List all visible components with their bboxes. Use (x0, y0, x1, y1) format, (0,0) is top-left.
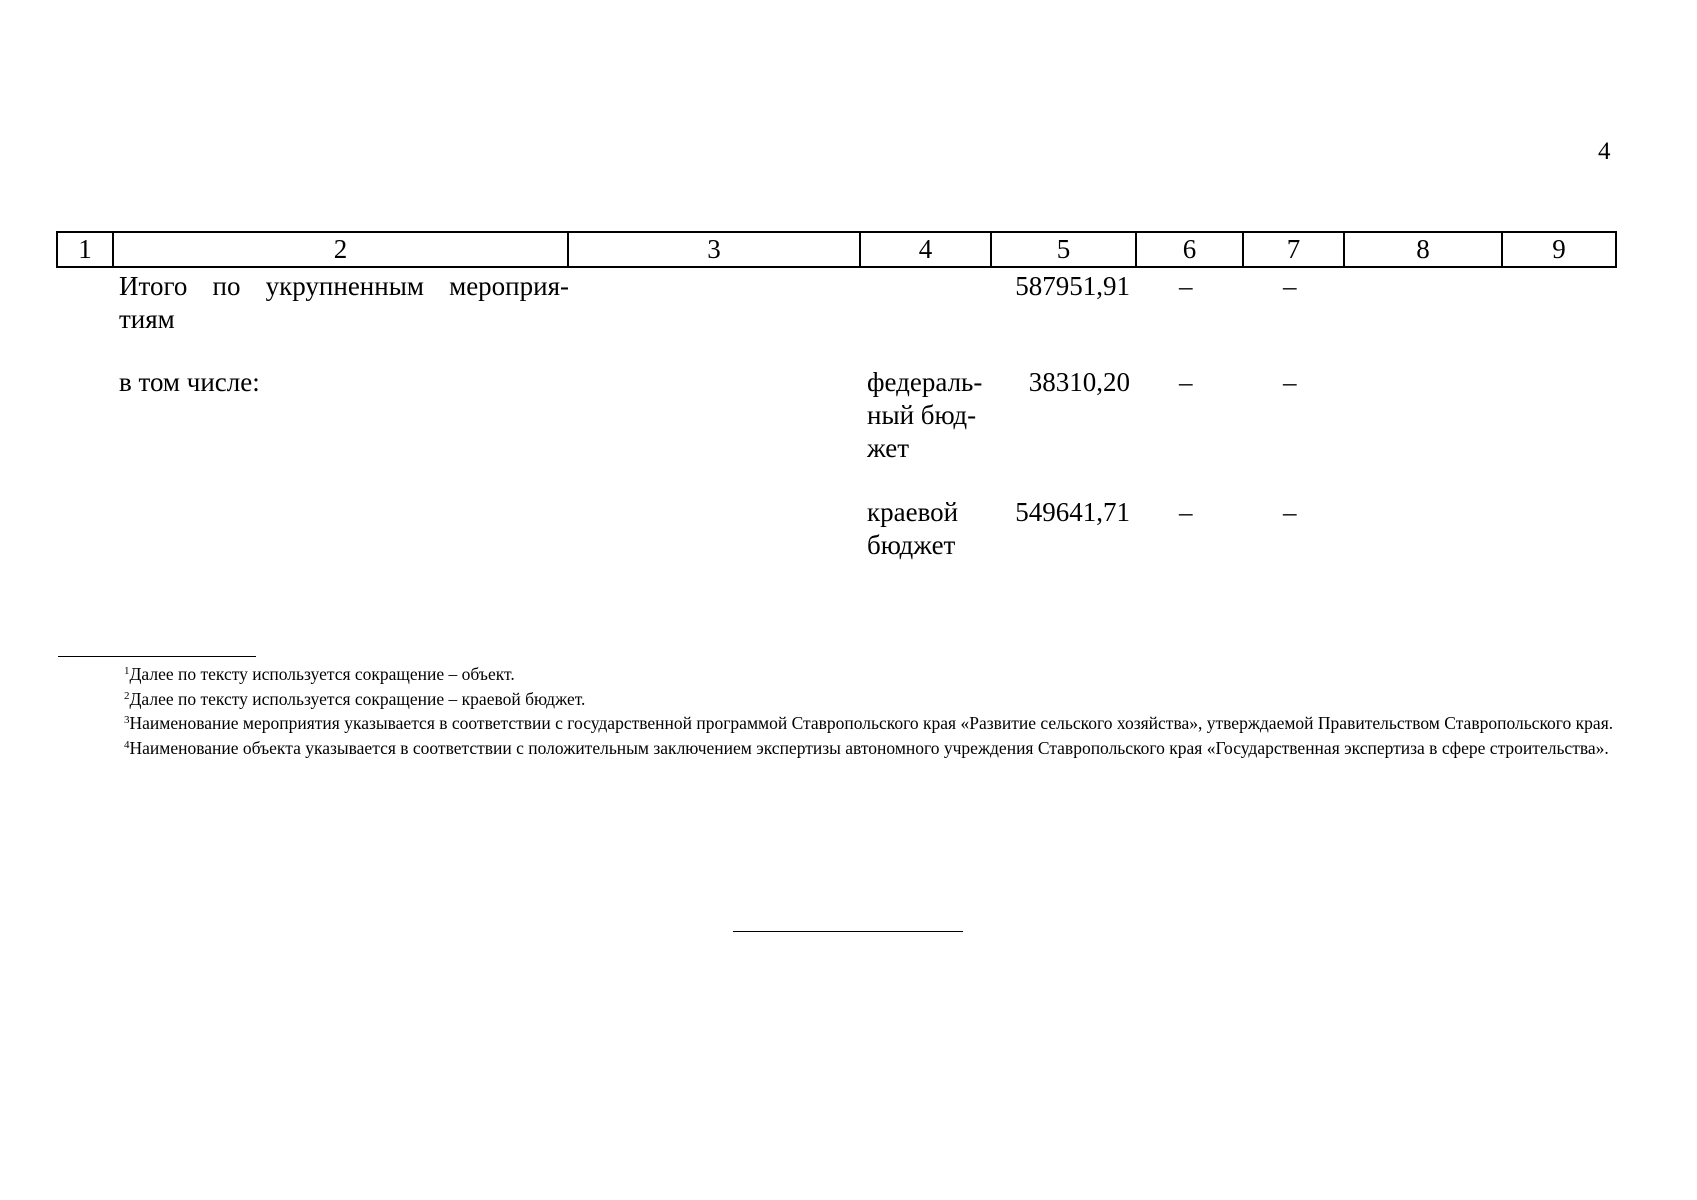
footnote-text: Далее по тексту используется сокращение – краевой бюджет. (129, 688, 586, 709)
column-header-8: 8 (1344, 232, 1502, 267)
footnotes (58, 662, 1630, 760)
column-header-5: 5 (991, 232, 1136, 267)
regional-col6: – (1179, 497, 1193, 527)
federal-col6: – (1179, 367, 1193, 397)
page-number: 4 (1598, 138, 1611, 165)
source-line: бюджет (867, 530, 956, 560)
source-line: жет (867, 433, 910, 463)
column-header-1: 1 (57, 232, 113, 267)
footnote-mark: 1 (124, 665, 130, 677)
footnote-text: Далее по тексту используется сокращение – объект. (129, 664, 515, 684)
footnote-mark: 3 (124, 714, 130, 726)
column-header-7: 7 (1243, 232, 1344, 267)
footnote-text: Наименование мероприятия указывается в соответствии с государственной программой Ставропольского края «Развитие сельского хозяйства», утверждаемой Правительством Ставропольского края. (129, 713, 1614, 733)
column-header-3: 3 (568, 232, 860, 267)
regional-col7: – (1283, 497, 1297, 527)
footnote-mark: 2 (124, 689, 130, 702)
total-label-line1: Итого по укрупненным мероприя- (119, 271, 569, 301)
total-col6: – (1179, 271, 1193, 301)
footnote-4 (58, 736, 1630, 761)
including-label: в том числе: (119, 367, 260, 397)
column-number-header (56, 231, 1617, 268)
end-of-document-rule (733, 931, 963, 932)
footnote-3 (58, 711, 1630, 736)
source-line: краевой (867, 497, 959, 527)
federal-budget-source (867, 366, 992, 465)
regional-budget-source (867, 496, 992, 562)
footnote-separator (58, 656, 256, 657)
column-header-6: 6 (1136, 232, 1243, 267)
column-header-9: 9 (1502, 232, 1616, 267)
footnote-2 (58, 687, 1630, 712)
source-line: федераль- (867, 367, 983, 397)
footnote-text: Наименование объекта указывается в соответствии с положительным заключением экспертизы автономного учреждения Ставропольского края «Государственная экспертиза в сфере строительства». (129, 737, 1609, 758)
total-label-line2: тиям (119, 304, 175, 334)
footnote-mark: 4 (124, 738, 130, 751)
regional-budget-value: 549641,71 (1015, 497, 1130, 527)
federal-col7: – (1283, 367, 1297, 397)
total-col7: – (1283, 271, 1297, 301)
total-value: 587951,91 (1015, 271, 1130, 301)
column-header-4: 4 (860, 232, 991, 267)
total-row-label (119, 270, 569, 336)
footnote-1 (58, 662, 1630, 687)
source-line: ный бюд- (867, 400, 977, 430)
column-header-2: 2 (113, 232, 568, 267)
federal-budget-value: 38310,20 (1028, 367, 1130, 397)
